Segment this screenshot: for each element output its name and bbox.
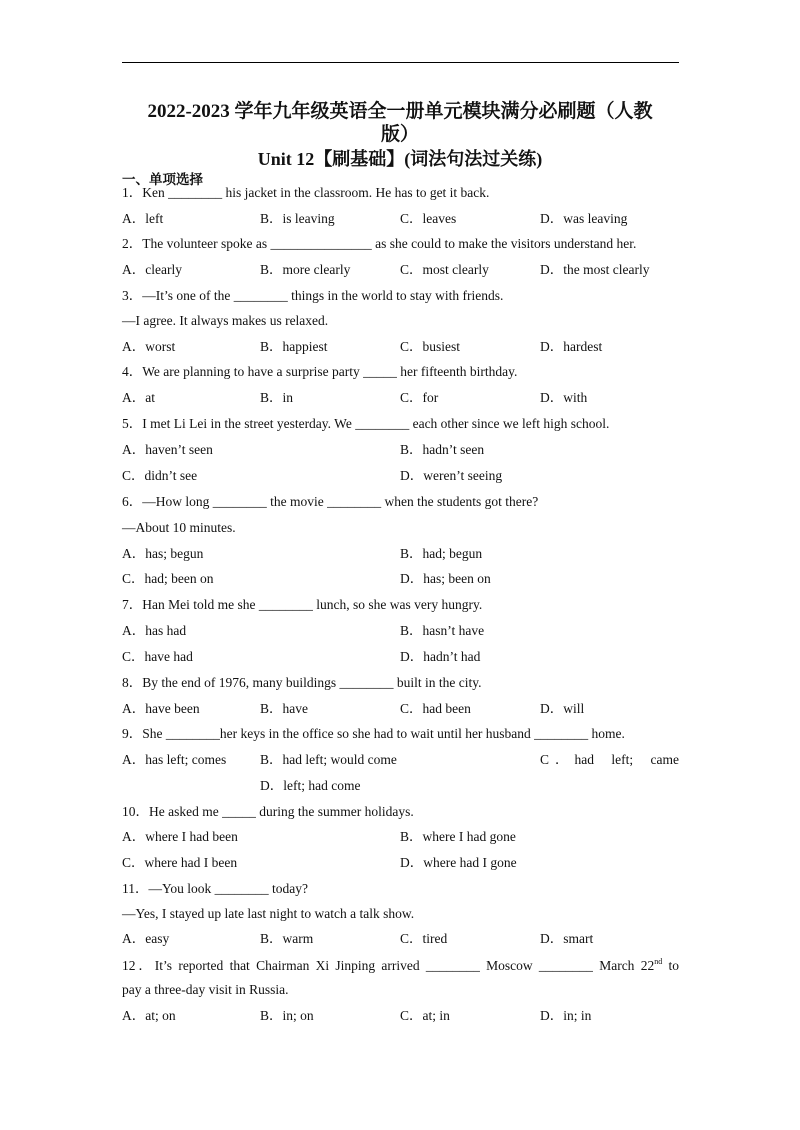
- question-12-option-c: C．at; in: [400, 1008, 450, 1023]
- question-4-option-c: C．for: [400, 390, 439, 405]
- question-11-option-b: B．warm: [260, 931, 314, 946]
- question-7-option-d: D．hadn’t had: [400, 649, 481, 664]
- section-heading: 一、单项选择: [122, 172, 203, 188]
- question-6-stem: 6．—How long ________ the movie ________ when the students got there?: [122, 494, 539, 509]
- question-7-option-c: C．have had: [122, 649, 193, 664]
- question-9-option-d: D．left; had come: [260, 778, 361, 793]
- question-9-stem: 9．She ________her keys in the office so she had to wait until her husband ________ home.: [122, 726, 625, 741]
- question-8-option-c: C．had been: [400, 701, 471, 716]
- question-11-option-a: A．easy: [122, 931, 170, 946]
- question-12-stem: [122, 957, 679, 975]
- question-9-option-b: B．had left; would come: [260, 752, 397, 767]
- question-8-option-b: B．have: [260, 701, 308, 716]
- question-1-option-c: C．leaves: [400, 211, 457, 226]
- question-10-stem: 10．He asked me _____ during the summer holidays.: [122, 804, 414, 819]
- question-3-option-b: B．happiest: [260, 339, 328, 354]
- question-4-option-b: B．in: [260, 390, 294, 405]
- question-12-option-b: B．in; on: [260, 1008, 314, 1023]
- question-1-option-b: B．is leaving: [260, 211, 335, 226]
- question-3-stem: 3．—It’s one of the ________ things in the world to stay with friends.: [122, 288, 504, 303]
- question-5-option-b: B．hadn’t seen: [400, 442, 485, 457]
- question-6-option-a: A．has; begun: [122, 546, 204, 561]
- document-title-line2: 版）: [380, 124, 419, 145]
- question-2-option-a: A．clearly: [122, 262, 182, 277]
- question-10-option-c: C．where had I been: [122, 855, 238, 870]
- question-3-option-c: C．busiest: [400, 339, 461, 354]
- question-6-option-c: C．had; been on: [122, 571, 214, 586]
- question-3-option-d: D．hardest: [540, 339, 603, 354]
- question-2-option-c: C．most clearly: [400, 262, 489, 277]
- question-3-reply: —I agree. It always makes us relaxed.: [122, 313, 329, 328]
- question-4-option-a: A．at: [122, 390, 155, 405]
- question-11-reply: —Yes, I stayed up late last night to watch a talk show.: [122, 906, 415, 921]
- question-10-option-b: B．where I had gone: [400, 829, 516, 844]
- question-2-option-d: D．the most clearly: [540, 262, 650, 277]
- question-1-option-a: A．left: [122, 211, 164, 226]
- question-10-option-d: D．where had I gone: [400, 855, 517, 870]
- question-12-stem-tail: to: [662, 958, 679, 973]
- question-12-ordinal-suffix: nd: [654, 957, 663, 966]
- question-12-stem-text: 12．It’s reported that Chairman Xi Jinping arrived ________ Moscow ________ March 22: [122, 958, 655, 973]
- question-7-option-a: A．has had: [122, 623, 187, 638]
- question-6-option-b: B．had; begun: [400, 546, 483, 561]
- document-title-line1: 2022-2023 学年九年级英语全一册单元模块满分必刷题（人教: [147, 101, 653, 122]
- question-5-stem: 5．I met Li Lei in the street yesterday. We ________ each other since we left high school.: [122, 416, 610, 431]
- question-12-option-d: D．in; in: [540, 1008, 592, 1023]
- question-2-option-b: B．more clearly: [260, 262, 351, 277]
- question-4-stem: 4．We are planning to have a surprise party _____ her fifteenth birthday.: [122, 364, 518, 379]
- question-5-option-d: D．weren’t seeing: [400, 468, 503, 483]
- question-1-option-d: D．was leaving: [540, 211, 628, 226]
- question-9-option-a: A．has left; comes: [122, 752, 227, 767]
- header-rule: [122, 62, 679, 63]
- document-subtitle: Unit 12【刷基础】(词法句法过关练): [257, 149, 543, 169]
- question-4-option-d: D．with: [540, 390, 588, 405]
- question-2-stem: 2．The volunteer spoke as _______________ as she could to make the visitors understand her.: [122, 236, 637, 251]
- question-5-option-a: A．haven’t seen: [122, 442, 213, 457]
- question-12-stem-line2: pay a three-day visit in Russia.: [122, 982, 289, 997]
- question-1-stem: 1．Ken ________ his jacket in the classroom. He has to get it back.: [122, 185, 490, 200]
- question-12-option-a: A．at; on: [122, 1008, 176, 1023]
- question-7-stem: 7．Han Mei told me she ________ lunch, so she was very hungry.: [122, 597, 483, 612]
- question-8-option-d: D．will: [540, 701, 585, 716]
- question-11-option-d: D．smart: [540, 931, 594, 946]
- question-11-option-c: C．tired: [400, 931, 448, 946]
- question-6-reply: —About 10 minutes.: [122, 520, 236, 535]
- question-8-option-a: A．have been: [122, 701, 200, 716]
- question-7-option-b: B．hasn’t have: [400, 623, 485, 638]
- question-10-option-a: A．where I had been: [122, 829, 238, 844]
- question-11-stem: 11．—You look ________ today?: [122, 881, 309, 896]
- question-8-stem: 8．By the end of 1976, many buildings ________ built in the city.: [122, 675, 482, 690]
- question-3-option-a: A．worst: [122, 339, 176, 354]
- question-6-option-d: D．has; been on: [400, 571, 491, 586]
- question-9-option-c: C．had left; came: [540, 752, 679, 767]
- question-5-option-c: C．didn’t see: [122, 468, 198, 483]
